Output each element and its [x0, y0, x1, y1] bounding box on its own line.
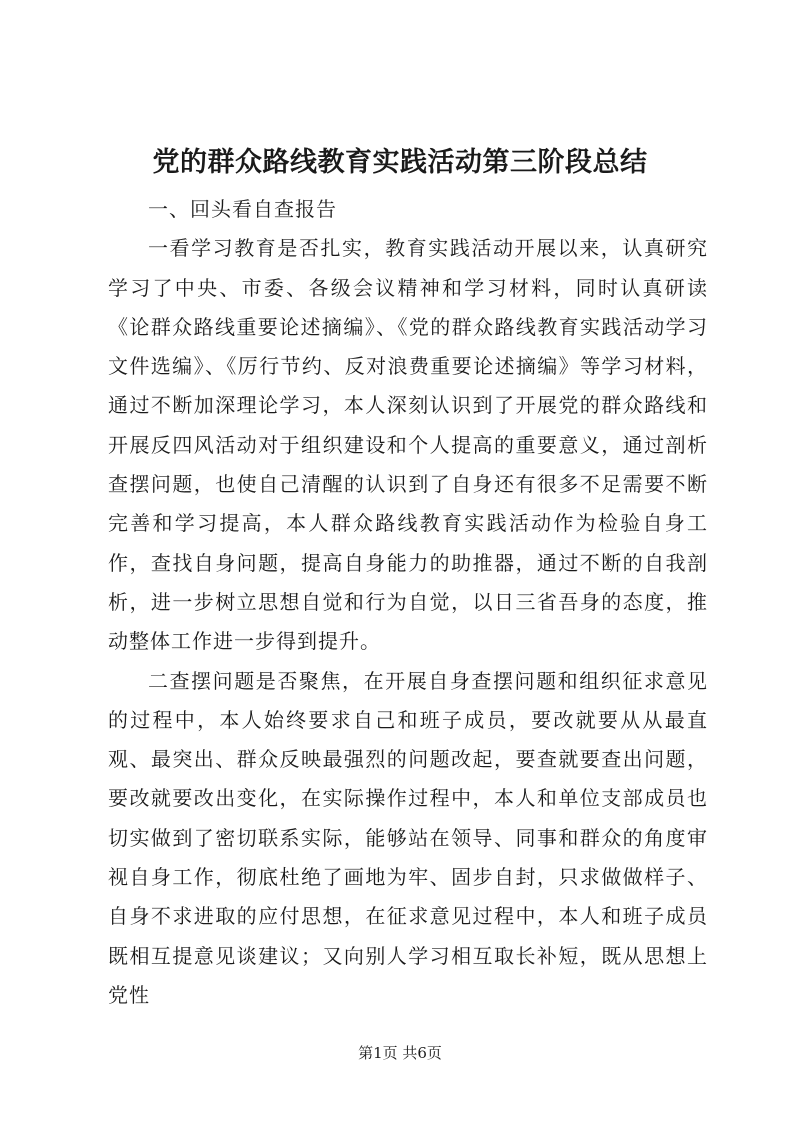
section-heading: 一、回头看自查报告 [148, 197, 337, 221]
paragraph-2: 二查摆问题是否聚焦，在开展自身查摆问题和组织征求意见的过程中，本人始终要求自己和班子成员，要改就要从从最直观、最突出、群众反映最强烈的问题改起，要查就要查出问题，要改就要改出变化，在实际操作过程中，本人和单位支部成员也切实做到了密切联系实际，能够站在领导、同事和群众的角度审视自身工作，彻底杜绝了画地为牢、固步自封，只求做做样子、自身不求进取的应付思想，在征求意见过程中，本人和班子成员既相互提意见谈建议；又向别人学习相互取长补短，既从思想上党性 [108, 668, 708, 1007]
page-footer: 第1页 共6页 [358, 1044, 442, 1062]
document-body [108, 190, 708, 1015]
paragraph-1: 一看学习教育是否扎实，教育实践活动开展以来，认真研究学习了中央、市委、各级会议精神和学习材料，同时认真研读《论群众路线重要论述摘编》、《党的群众路线教育实践活动学习文件选编》、《厉行节约、反对浪费重要论述摘编》等学习材料，通过不断加深理论学习，本人深刻认识到了开展党的群众路线和开展反四风活动对于组织建设和个人提高的重要意义，通过剖析查摆问题，也使自己清醒的认识到了自身还有很多不足需要不断完善和学习提高，本人群众路线教育实践活动作为检验自身工作，查找自身问题，提高自身能力的助推器，通过不断的自我剖析，进一步树立思想自觉和行为自觉，以日三省吾身的态度，推动整体工作进一步得到提升。 [108, 236, 708, 654]
document-title: 党的群众路线教育实践活动第三阶段总结 [152, 147, 648, 178]
